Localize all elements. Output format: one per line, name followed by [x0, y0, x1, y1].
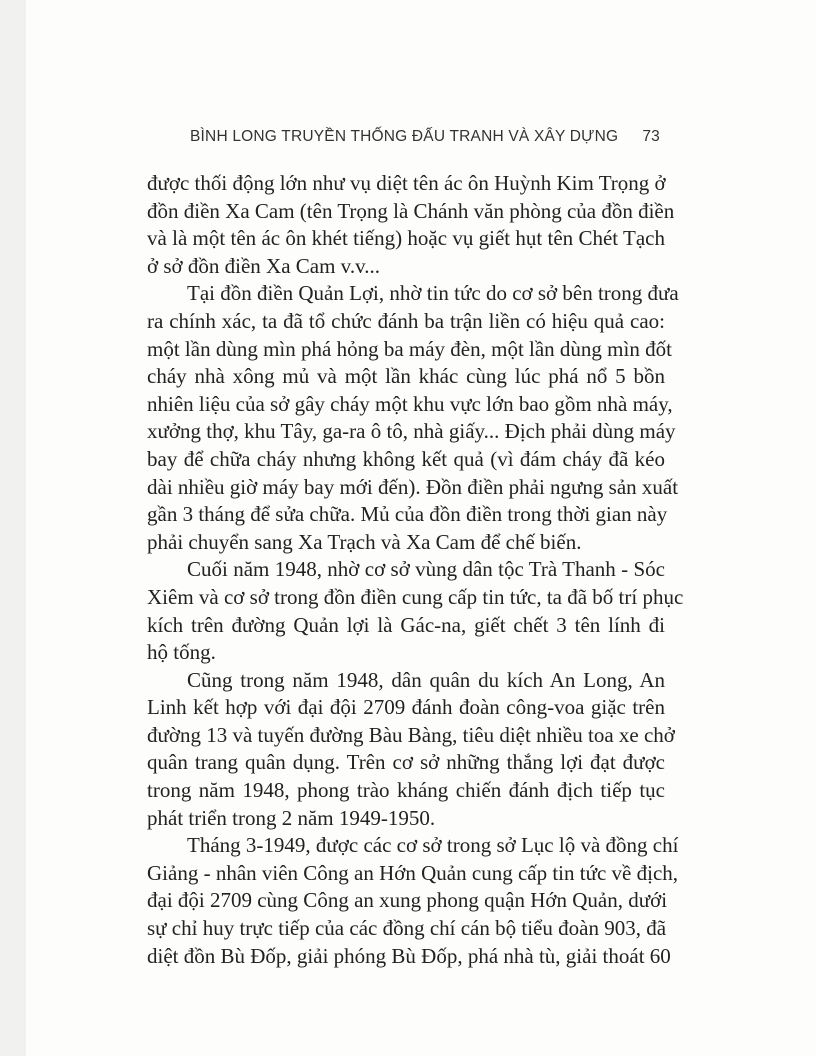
text-line: Tại đồn điền Quản Lợi, nhờ tin tức do cơ sở bên trong đưa: [187, 281, 679, 306]
paragraph: [147, 832, 679, 970]
text-line: phát triển trong 2 năm 1949-1950.: [147, 805, 436, 830]
text-line: đại đội 2709 cùng Công an xung phong quận Hớn Quản, dưới: [147, 888, 668, 913]
paragraph: [147, 280, 679, 556]
text-line: được thối động lớn như vụ diệt tên ác ôn Huỳnh Kim Trọng ở: [147, 171, 666, 195]
text-line: bay để chữa cháy nhưng không kết quả (vì đám cháy đã kéo: [147, 446, 665, 471]
paragraph: [147, 667, 675, 833]
text-line: gần 3 tháng để sửa chữa. Mủ của đồn điền trong thời gian này: [147, 502, 668, 527]
page-body: [147, 170, 684, 970]
text-line: đường 13 và tuyến đường Bàu Bàng, tiêu diệt nhiều toa xe chở: [147, 722, 675, 747]
text-line: cháy nhà xông mủ và một lần khác cùng lúc phá nổ 5 bồn: [147, 364, 665, 389]
text-line: và là một tên ác ôn khét tiếng) hoặc vụ giết hụt tên Chét Tạch: [147, 226, 665, 251]
text-line: quân trang quân dụng. Trên cơ sở những thắng lợi đạt được: [147, 750, 665, 775]
text-line: trong năm 1948, phong trào kháng chiến đánh địch tiếp tục: [147, 778, 665, 803]
text-line: đồn điền Xa Cam (tên Trọng là Chánh văn phòng của đồn điền: [147, 198, 675, 223]
text-line: hộ tống.: [147, 640, 216, 665]
text-line: Tháng 3-1949, được các cơ sở trong sở Lục lộ và đồng chí: [187, 833, 679, 858]
paragraph: [147, 170, 675, 280]
text-line: diệt đồn Bù Đốp, giải phóng Bù Đốp, phá nhà tù, giải thoát 60: [147, 943, 671, 968]
scan-edge: [0, 0, 26, 1056]
paragraph: [147, 556, 684, 666]
text-line: sự chỉ huy trực tiếp của các đồng chí cán bộ tiểu đoàn 903, đã: [147, 916, 667, 941]
text-line: xưởng thợ, khu Tây, ga-ra ô tô, nhà giấy... Địch phải dùng máy: [147, 419, 676, 444]
text-line: kích trên đường Quản lợi là Gác-na, giết chết 3 tên lính đi: [147, 612, 665, 637]
text-line: ở sở đồn điền Xa Cam v.v...: [147, 253, 380, 278]
running-header: [190, 128, 670, 152]
text-line: nhiên liệu của sở gây cháy một khu vực lớn bao gồm nhà máy,: [147, 391, 673, 416]
text-line: Giảng - nhân viên Công an Hớn Quản cung cấp tin tức về địch,: [147, 860, 679, 885]
text-line: dài nhiều giờ máy bay mới đến). Đồn điền phải ngưng sản xuất: [147, 474, 679, 499]
text-line: một lần dùng mìn phá hỏng ba máy đèn, một lần dùng mìn đốt: [147, 336, 672, 361]
text-line: Cũng trong năm 1948, dân quân du kích An Long, An: [187, 667, 665, 692]
text-line: Cuối năm 1948, nhờ cơ sở vùng dân tộc Trà Thanh - Sóc: [187, 557, 665, 582]
text-line: phải chuyển sang Xa Trạch và Xa Cam để chế biến.: [147, 529, 582, 554]
text-line: Linh kết hợp với đại đội 2709 đánh đoàn công-voa giặc trên: [147, 695, 665, 720]
page-number: 73: [642, 128, 660, 145]
text-line: Xiêm và cơ sở trong đồn điền cung cấp tin tức, ta đã bố trí phục: [147, 584, 684, 609]
header-title: BÌNH LONG TRUYỀN THỐNG ĐẤU TRANH VÀ XÂY DỰNG: [190, 128, 619, 145]
text-line: ra chính xác, ta đã tổ chức đánh ba trận liền có hiệu quả cao:: [147, 308, 665, 333]
